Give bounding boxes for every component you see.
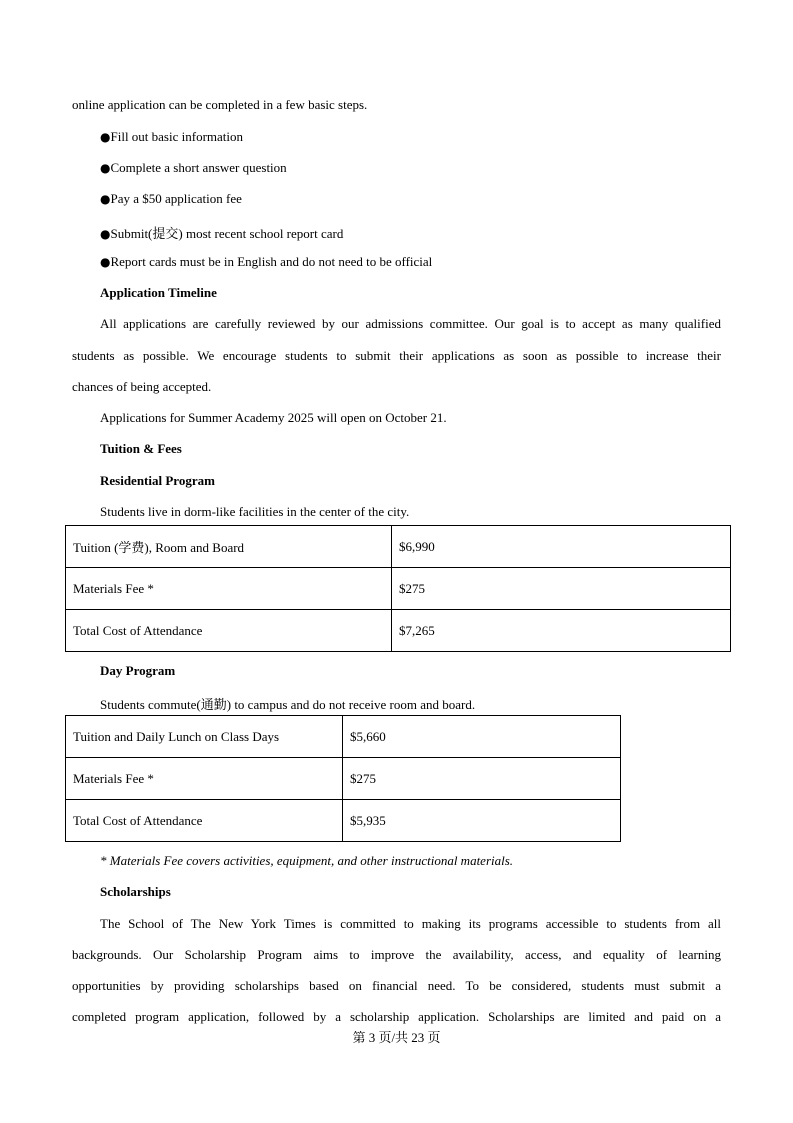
day-fee-table [65, 715, 621, 842]
table-row [66, 716, 621, 758]
timeline-para-line: students as possible. We encourage students to submit their applications as soon as possible to increase their [72, 348, 721, 363]
fee-value: $5,935 [343, 800, 621, 842]
step-item [100, 254, 432, 270]
timeline-para-line: All applications are carefully reviewed by our admissions committee. Our goal is to accept as many qualified [100, 316, 721, 331]
timeline-heading: Application Timeline [100, 285, 217, 300]
materials-fee-note: * Materials Fee covers activities, equipment, and other instructional materials. [100, 853, 514, 868]
fee-label: Tuition (学费), Room and Board [66, 526, 392, 568]
scholarships-heading: Scholarships [100, 884, 171, 899]
page-footer: 第 3 页/共 23 页 [352, 1030, 441, 1045]
fee-value: $7,265 [392, 610, 731, 652]
step-item [100, 160, 287, 176]
step-text: Fill out basic information [110, 129, 243, 144]
fee-value: $5,660 [343, 716, 621, 758]
timeline-para-line: chances of being accepted. [72, 379, 212, 394]
step-item [100, 223, 343, 242]
bullet-icon: ● [100, 130, 111, 144]
step-text: Complete a short answer question [110, 160, 287, 175]
fee-label: Tuition and Daily Lunch on Class Days [66, 716, 343, 758]
timeline-open-line: Applications for Summer Academy 2025 will open on October 21. [100, 410, 447, 425]
scholarships-para-line: The School of The New York Times is committed to making its programs accessible to students from all [100, 916, 721, 931]
step-text: Pay a $50 application fee [110, 191, 242, 206]
step-text: Submit(提交) most recent school report card [110, 226, 344, 241]
fee-value: $6,990 [392, 526, 731, 568]
scholarships-para-line: completed program application, followed by a scholarship application. Scholarships are limited and paid on a [72, 1009, 721, 1024]
bullet-icon: ● [100, 192, 111, 206]
bullet-icon: ● [100, 227, 111, 241]
table-row [66, 610, 731, 652]
day-heading: Day Program [100, 663, 176, 678]
table-row [66, 800, 621, 842]
intro-line: online application can be completed in a few basic steps. [72, 97, 368, 112]
fee-label: Total Cost of Attendance [66, 610, 392, 652]
step-item [100, 191, 242, 207]
fee-value: $275 [392, 568, 731, 610]
day-description: Students commute(通勤) to campus and do not receive room and board. [100, 697, 476, 712]
residential-description: Students live in dorm-like facilities in the center of the city. [100, 504, 410, 519]
residential-fee-table [65, 525, 731, 652]
table-row [66, 758, 621, 800]
fee-label: Total Cost of Attendance [66, 800, 343, 842]
bullet-icon: ● [100, 161, 111, 175]
bullet-icon: ● [100, 255, 111, 269]
fee-label: Materials Fee * [66, 758, 343, 800]
fee-value: $275 [343, 758, 621, 800]
scholarships-para-line: opportunities by providing scholarships based on financial need. To be considered, students must submit a [72, 978, 721, 993]
fee-label: Materials Fee * [66, 568, 392, 610]
step-text: Report cards must be in English and do not need to be official [110, 254, 433, 269]
table-row [66, 526, 731, 568]
scholarships-para-line: backgrounds. Our Scholarship Program aims to improve the availability, access, and equality of learning [72, 947, 721, 962]
table-row [66, 568, 731, 610]
residential-heading: Residential Program [100, 473, 215, 488]
step-item [100, 129, 243, 145]
tuition-heading: Tuition & Fees [100, 441, 182, 456]
